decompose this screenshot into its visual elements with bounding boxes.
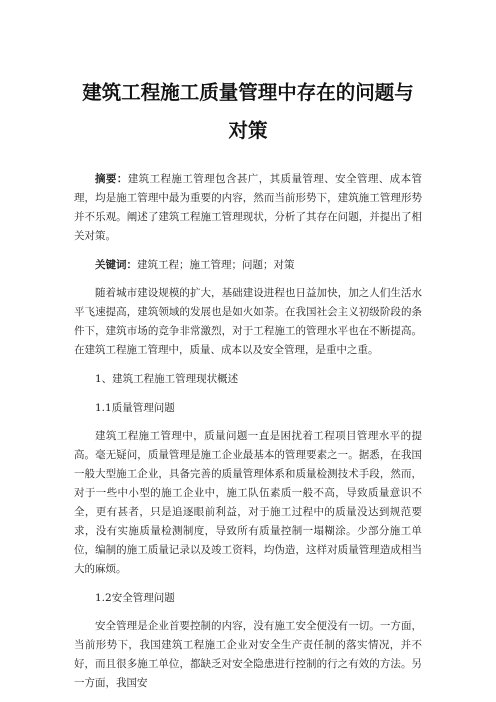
document-title: 建筑工程施工质量管理中存在的问题与对策 xyxy=(82,81,414,142)
section-1-2-paragraph: 安全管理是企业首要控制的内容，没有施工安全便没有一切。一方面，当前形势下，我国建筑工程施工企业对安全生产责任制的落实情况，并不好，而且很多施工单位，都缺乏对安全隐患进行控制的行之有效的方法。另一方面，我国安 xyxy=(74,620,422,689)
keywords-label: 关键词： xyxy=(95,259,137,271)
keywords xyxy=(74,256,422,275)
abstract-label: 摘要： xyxy=(95,173,128,185)
abstract xyxy=(74,170,422,246)
abstract-text: 建筑工程施工管理包含甚广，其质量管理、安全管理、成本管理，均是施工管理中最为重要的内容，然而当前形势下，建筑施工管理形势并不乐观。阐述了建筑工程施工管理现状，分析了其存在问题，并提出了相关对策。 xyxy=(74,173,423,242)
section-1-heading: 1、建筑工程施工管理现状概述 xyxy=(95,373,239,385)
intro-paragraph: 随着城市建设规模的扩大，基础建设进程也日益加快，加之人们生活水平飞速提高，建筑领域的发展也是如火如荼。在我国社会主义初级阶段的条件下，建筑市场的竞争非常激烈，对于工程施工的管理水平也在不断提高。在建筑工程施工管理中，质量、成本以及安全管理，是重中之重。 xyxy=(74,287,422,356)
keywords-text: 建筑工程；施工管理；问题；对策 xyxy=(137,259,295,271)
section-1-1-heading: 1.1质量管理问题 xyxy=(95,402,175,414)
section-1-2-heading: 1.2安全管理问题 xyxy=(95,592,175,604)
section-1-1-paragraph: 建筑工程施工管理中，质量问题一直是困扰着工程项目管理水平的提高。毫无疑问，质量管理是施工企业最基本的管理要素之一。据悉，在我国一般大型施工企业，具备完善的质量管理体系和质量检测技术手段，然而，对于一些中小型的施工企业中，施工队伍素质一般不高，导致质量意识不全，更有甚者，只是追逐眼前利益，对于施工过程中的质量没达到规范要求，没有实施质量检测制度，导致所有质量控制一塌糊涂。少部分施工单位，编制的施工质量记录以及竣工资料，均伪造，这样对质量管理造成相当大的麻烦。 xyxy=(74,430,422,575)
